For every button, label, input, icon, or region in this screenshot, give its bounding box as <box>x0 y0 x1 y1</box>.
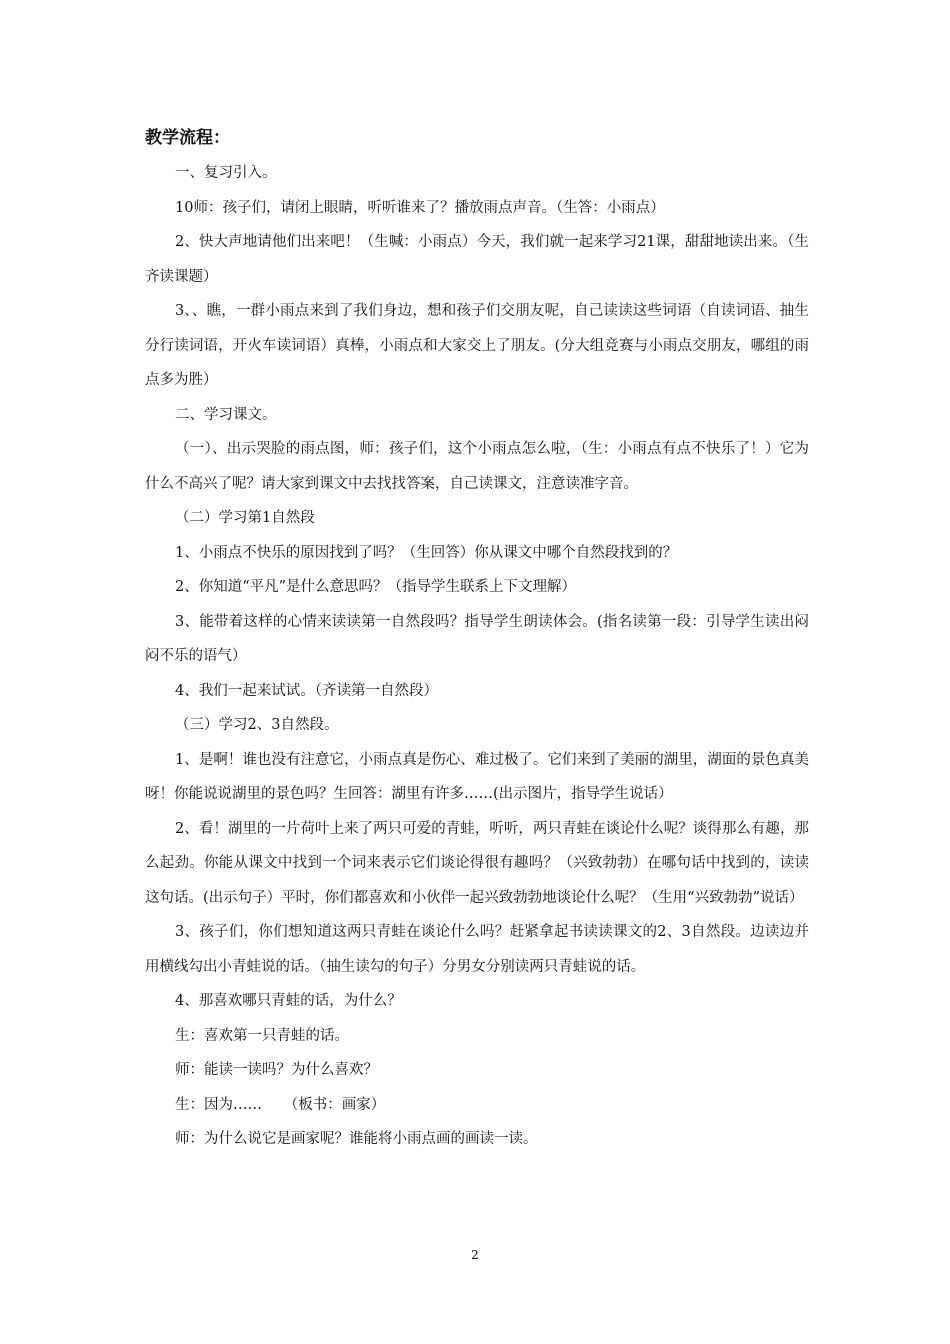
paragraph-step-2: 2、快大声地请他们出来吧！（生喊：小雨点）今天，我们就一起来学习21课，甜甜地读出来。（生齐读课题） <box>145 234 809 285</box>
paragraph-part-3-q3: 3、孩子们，你们想知道这两只青蛙在谈论什么吗？赶紧拿起书读读课文的2、3自然段。边读边并用横线勾出小青蛙说的话。（抽生读勾的句子）分男女分别读两只青蛙说的话。 <box>145 924 809 975</box>
paragraph-learn-text: 二、学习课文。 <box>175 406 277 423</box>
dialogue-line: 生：因为…… （板书：画家） <box>175 1096 386 1113</box>
dialogue-line: 生：喜欢第一只青蛙的话。 <box>175 1027 349 1044</box>
paragraph-part-2-title: （二）学习第1自然段 <box>175 510 315 526</box>
paragraph-part-2-q1: 1、小雨点不快乐的原因找到了吗？（生回答）你从课文中哪个自然段找到的？ <box>175 544 678 561</box>
section-heading: 教学流程： <box>145 128 230 148</box>
paragraph-part-2-q4: 4、我们一起来试试。（齐读第一自然段） <box>175 682 438 699</box>
paragraph-part-2-q3: 3、能带着这样的心情来读读第一自然段吗？指导学生朗读体会。(指名读第一段：引导学生读出闷闷不乐的语气） <box>145 613 809 664</box>
page-number: 2 <box>471 1248 479 1262</box>
paragraph-part-3-q4: 4、那喜欢哪只青蛙的话，为什么？ <box>175 993 402 1009</box>
dialogue-line: 师：为什么说它是画家呢？谁能将小雨点画的画读一读。 <box>175 1131 538 1147</box>
paragraph-step-3: 3、、瞧，一群小雨点来到了我们身边，想和孩子们交朋友呢，自己读读这些词语（自读词语、抽生分行读词语，开火车读词语）真棒，小雨点和大家交上了朋友。(分大组竞赛与小雨点交朋友，哪组的雨点多为胜） <box>145 303 809 388</box>
paragraph-review-intro: 一、复习引入。 <box>175 165 277 181</box>
dialogue-line: 师：能读一读吗？为什么喜欢？ <box>175 1062 378 1078</box>
paragraph-part-3-q2: 2、看！湖里的一片荷叶上来了两只可爱的青蛙，听听，两只青蛙在谈论什么呢？谈得那么有趣，那么起劲。你能从课文中找到一个词来表示它们谈论得很有趣吗？（兴致勃勃）在哪句话中找到的，读读这句话。(出示句子）平时，你们都喜欢和小伙伴一起兴致勃勃地谈论什么呢？（生用“兴致勃勃”说话） <box>145 820 809 906</box>
document-body <box>145 122 809 1157</box>
paragraph-part-3-q1: 1、是啊！谁也没有注意它，小雨点真是伤心、难过极了。它们来到了美丽的湖里，湖面的景色真美呀！你能说说湖里的景色吗？生回答：湖里有许多……(出示图片，指导学生说话） <box>145 751 809 802</box>
paragraph-step-1: 10师：孩子们，请闭上眼睛，听听谁来了？播放雨点声音。（生答：小雨点） <box>175 199 665 216</box>
paragraph-part-2-q2: 2、你知道“平凡”是什么意思吗？（指导学生联系上下文理解） <box>175 579 577 595</box>
paragraph-part-3-title: （三）学习2、3自然段。 <box>175 717 339 733</box>
paragraph-part-1: （一）、出示哭脸的雨点图，师：孩子们，这个小雨点怎么啦，（生：小雨点有点不快乐了！）它为什么不高兴了呢？请大家到课文中去找找答案，自己读课文，注意读准字音。 <box>145 441 809 492</box>
